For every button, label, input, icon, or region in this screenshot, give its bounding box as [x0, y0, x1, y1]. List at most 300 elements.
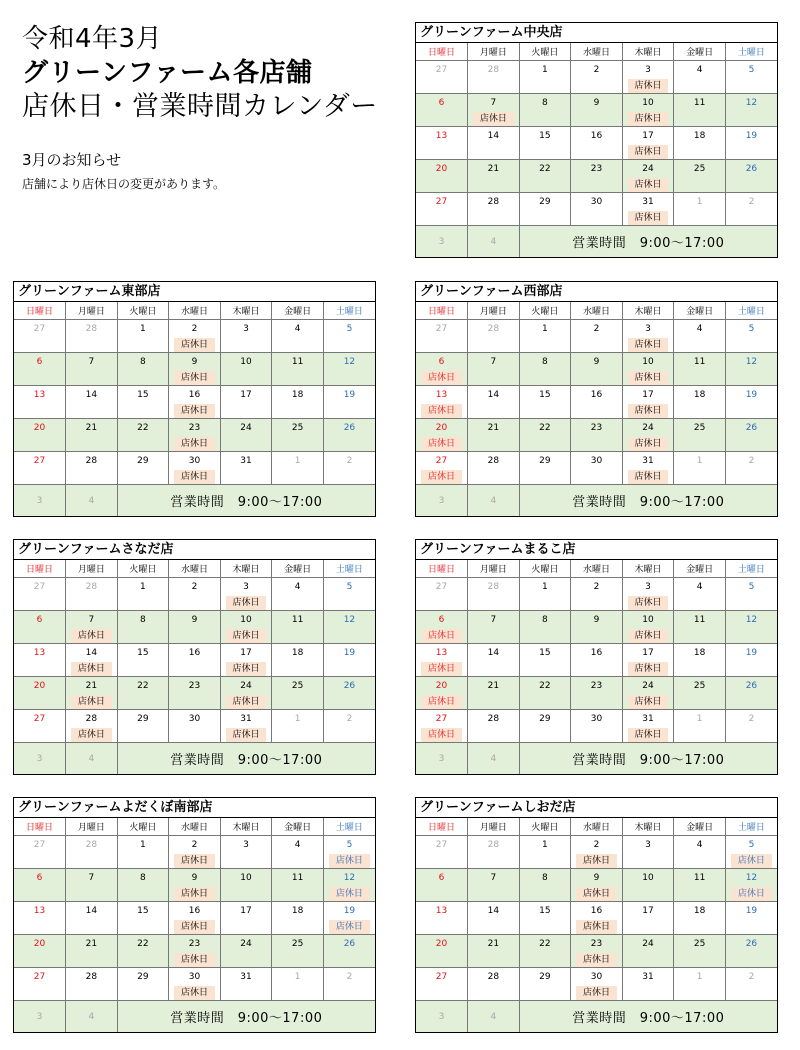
day-cell — [272, 320, 324, 353]
store-calendar — [13, 281, 376, 517]
day-number: 1 — [696, 456, 703, 466]
week-row — [416, 452, 777, 485]
store-name: グリーンファームまるこ店 — [416, 540, 777, 560]
day-number: 28 — [487, 714, 500, 724]
day-number: 25 — [693, 939, 706, 949]
day-number: 31 — [642, 456, 654, 466]
notice-heading: 3月のお知らせ — [22, 151, 122, 169]
weekday-header: 土曜日 — [725, 43, 777, 61]
day-cell — [14, 836, 66, 869]
day-number: 9 — [191, 615, 198, 625]
day-cell — [674, 869, 726, 902]
day-cell — [220, 452, 272, 485]
day-cell — [622, 127, 674, 160]
day-number: 27 — [435, 65, 448, 75]
closed-day-badge: 店休日 — [628, 695, 669, 709]
notice-body: 店舗により店休日の変更があります。 — [22, 177, 226, 191]
closed-day-badge: 店休日 — [628, 596, 669, 610]
notice-block — [22, 150, 225, 192]
closed-day-badge: 店休日 — [174, 920, 215, 934]
week-row — [416, 127, 777, 160]
day-cell — [519, 320, 571, 353]
calendar-grid — [416, 818, 777, 1032]
day-number: 30 — [590, 972, 603, 982]
day-cell — [416, 677, 468, 710]
day-cell — [323, 644, 375, 677]
day-cell — [725, 94, 777, 127]
day-number: 16 — [188, 648, 201, 658]
day-number: 15 — [539, 131, 551, 141]
weekday-header: 日曜日 — [416, 818, 468, 836]
closed-day-badge: 店休日 — [421, 470, 462, 484]
day-number: 3 — [243, 324, 249, 334]
day-cell — [272, 677, 324, 710]
day-number: 6 — [36, 873, 43, 883]
day-cell — [416, 578, 468, 611]
day-number: 22 — [137, 939, 149, 949]
store-calendar — [415, 281, 778, 517]
day-cell — [571, 902, 623, 935]
day-cell — [416, 1001, 468, 1033]
day-cell — [674, 935, 726, 968]
day-cell — [622, 160, 674, 193]
weekday-header: 土曜日 — [725, 302, 777, 320]
day-cell — [622, 869, 674, 902]
day-cell — [468, 127, 520, 160]
day-cell — [725, 902, 777, 935]
day-number: 5 — [748, 65, 755, 75]
day-cell — [272, 902, 324, 935]
day-cell — [220, 836, 272, 869]
day-cell — [220, 419, 272, 452]
week-row — [14, 353, 375, 386]
day-number: 28 — [85, 324, 98, 334]
weekday-header: 木曜日 — [220, 818, 272, 836]
day-number: 1 — [696, 197, 703, 207]
day-cell — [272, 386, 324, 419]
day-number: 8 — [542, 615, 548, 625]
day-cell — [66, 1001, 118, 1033]
day-number: 9 — [593, 357, 600, 367]
closed-day-badge: 店休日 — [421, 728, 462, 742]
day-cell — [725, 419, 777, 452]
day-cell — [571, 611, 623, 644]
day-cell — [220, 935, 272, 968]
week-row — [14, 836, 375, 869]
day-cell — [519, 902, 571, 935]
day-cell — [674, 452, 726, 485]
day-number: 23 — [590, 423, 603, 433]
day-cell — [519, 94, 571, 127]
day-number: 22 — [539, 939, 551, 949]
day-number: 27 — [435, 324, 448, 334]
day-number: 9 — [191, 357, 198, 367]
day-number: 27 — [33, 840, 46, 850]
closed-day-badge: 店休日 — [628, 728, 669, 742]
day-number: 29 — [539, 972, 551, 982]
weekday-header: 火曜日 — [519, 560, 571, 578]
day-number: 17 — [240, 648, 252, 658]
day-number: 2 — [593, 840, 600, 850]
day-number: 29 — [539, 714, 551, 724]
day-cell — [468, 902, 520, 935]
day-number: 5 — [748, 582, 755, 592]
day-cell — [725, 452, 777, 485]
day-number: 13 — [435, 131, 448, 141]
week-row — [416, 94, 777, 127]
day-cell — [14, 935, 66, 968]
day-cell — [519, 968, 571, 1001]
day-number: 9 — [593, 98, 600, 108]
day-number: 2 — [191, 324, 198, 334]
day-number: 10 — [240, 615, 252, 625]
day-number: 26 — [343, 939, 356, 949]
day-cell — [272, 353, 324, 386]
day-cell — [416, 611, 468, 644]
day-number: 11 — [291, 615, 304, 625]
day-cell — [323, 935, 375, 968]
day-cell — [117, 320, 169, 353]
store-calendar — [415, 539, 778, 775]
day-number: 1 — [140, 324, 146, 334]
day-number: 31 — [240, 714, 252, 724]
day-number: 2 — [593, 582, 600, 592]
day-cell — [416, 193, 468, 226]
day-cell — [674, 320, 726, 353]
closed-day-badge: 店休日 — [174, 887, 215, 901]
day-cell — [571, 452, 623, 485]
closed-day-badge: 店休日 — [576, 854, 617, 868]
day-cell — [416, 353, 468, 386]
day-number: 4 — [88, 495, 95, 506]
day-number: 27 — [435, 840, 448, 850]
title-company: グリーンファーム各店舗 — [22, 58, 313, 88]
day-number: 7 — [88, 615, 95, 625]
day-number: 3 — [438, 1011, 445, 1022]
day-cell — [117, 578, 169, 611]
day-cell — [272, 710, 324, 743]
day-cell — [468, 419, 520, 452]
day-cell — [220, 353, 272, 386]
day-cell — [468, 677, 520, 710]
day-cell — [66, 320, 118, 353]
store-name: グリーンファームしおだ店 — [416, 798, 777, 818]
day-number: 6 — [438, 873, 445, 883]
day-number: 17 — [642, 131, 654, 141]
week-row — [416, 836, 777, 869]
day-number: 23 — [590, 939, 603, 949]
day-number: 26 — [745, 939, 758, 949]
weekday-header: 金曜日 — [674, 560, 726, 578]
weekday-header: 土曜日 — [725, 560, 777, 578]
day-number: 26 — [343, 681, 356, 691]
day-cell — [169, 452, 221, 485]
day-cell — [622, 94, 674, 127]
day-number: 3 — [36, 753, 43, 764]
day-cell — [117, 452, 169, 485]
day-number: 18 — [291, 648, 304, 658]
day-cell — [674, 611, 726, 644]
day-cell — [169, 353, 221, 386]
closed-day-badge: 店休日 — [174, 338, 215, 352]
day-number: 7 — [490, 98, 497, 108]
day-number: 4 — [696, 840, 703, 850]
day-cell — [14, 386, 66, 419]
day-number: 21 — [487, 164, 500, 174]
weekday-header: 月曜日 — [468, 818, 520, 836]
day-number: 10 — [642, 873, 654, 883]
day-number: 4 — [294, 324, 301, 334]
day-number: 28 — [85, 714, 98, 724]
day-cell — [725, 386, 777, 419]
day-number: 23 — [188, 939, 201, 949]
day-cell — [725, 353, 777, 386]
day-cell — [220, 968, 272, 1001]
day-cell — [169, 677, 221, 710]
day-number: 28 — [487, 65, 500, 75]
title-block — [22, 22, 378, 124]
day-number: 7 — [490, 357, 497, 367]
day-cell — [674, 419, 726, 452]
weekday-header: 日曜日 — [416, 560, 468, 578]
store-calendar — [415, 797, 778, 1033]
closed-day-badge: 店休日 — [576, 920, 617, 934]
weekday-header: 月曜日 — [66, 818, 118, 836]
day-number: 2 — [748, 197, 755, 207]
day-cell — [571, 968, 623, 1001]
business-hours — [117, 1001, 375, 1033]
day-cell — [169, 902, 221, 935]
day-number: 10 — [240, 357, 252, 367]
day-number: 3 — [243, 582, 249, 592]
day-number: 4 — [696, 324, 703, 334]
day-number: 19 — [343, 648, 356, 658]
day-cell — [323, 578, 375, 611]
day-number: 20 — [435, 164, 448, 174]
day-cell — [622, 320, 674, 353]
day-cell — [468, 1001, 520, 1033]
day-cell — [323, 968, 375, 1001]
calendar-grid — [14, 818, 375, 1032]
day-cell — [66, 869, 118, 902]
day-cell — [622, 902, 674, 935]
day-cell — [220, 578, 272, 611]
day-number: 8 — [542, 873, 548, 883]
day-cell — [571, 644, 623, 677]
day-cell — [272, 419, 324, 452]
day-number: 16 — [188, 906, 201, 916]
week-row — [14, 902, 375, 935]
calendar-grid — [416, 560, 777, 774]
day-number: 10 — [240, 873, 252, 883]
day-number: 21 — [85, 939, 98, 949]
day-number: 24 — [240, 681, 252, 691]
day-number: 2 — [346, 972, 353, 982]
day-number: 6 — [36, 615, 43, 625]
day-number: 1 — [696, 972, 703, 982]
day-cell — [117, 935, 169, 968]
weekday-header: 日曜日 — [14, 560, 66, 578]
day-cell — [66, 419, 118, 452]
day-number: 4 — [490, 236, 497, 247]
day-cell — [674, 61, 726, 94]
day-number: 27 — [33, 714, 46, 724]
day-number: 24 — [240, 423, 252, 433]
day-cell — [725, 578, 777, 611]
day-cell — [272, 611, 324, 644]
business-hours-text: 営業時間 9:00〜17:00 — [572, 753, 725, 768]
week-row — [14, 968, 375, 1001]
weekday-header: 月曜日 — [66, 302, 118, 320]
day-cell — [169, 869, 221, 902]
day-number: 15 — [137, 648, 149, 658]
day-cell — [117, 968, 169, 1001]
day-cell — [571, 869, 623, 902]
day-number: 30 — [590, 714, 603, 724]
day-number: 2 — [748, 714, 755, 724]
day-cell — [66, 935, 118, 968]
calendar-grid — [14, 302, 375, 516]
day-cell — [674, 127, 726, 160]
day-cell — [468, 578, 520, 611]
day-number: 6 — [438, 98, 445, 108]
store-calendar — [13, 797, 376, 1033]
day-number: 15 — [137, 390, 149, 400]
day-number: 7 — [490, 615, 497, 625]
day-cell — [14, 353, 66, 386]
day-cell — [169, 320, 221, 353]
closed-day-badge: 店休日 — [421, 437, 462, 451]
day-cell — [571, 353, 623, 386]
day-number: 8 — [140, 873, 146, 883]
day-cell — [272, 578, 324, 611]
closed-day-badge: 店休日 — [71, 629, 112, 643]
day-number: 19 — [343, 906, 356, 916]
weekday-header: 木曜日 — [622, 302, 674, 320]
day-cell — [169, 611, 221, 644]
day-number: 17 — [240, 390, 252, 400]
day-cell — [323, 902, 375, 935]
business-hours-text: 営業時間 9:00〜17:00 — [572, 1011, 725, 1026]
day-number: 12 — [343, 357, 356, 367]
day-number: 27 — [435, 456, 448, 466]
day-cell — [323, 419, 375, 452]
day-number: 26 — [745, 681, 758, 691]
weekday-header: 月曜日 — [468, 560, 520, 578]
closed-day-badge: 店休日 — [226, 629, 267, 643]
day-cell — [169, 578, 221, 611]
day-cell — [468, 61, 520, 94]
day-cell — [468, 743, 520, 775]
day-cell — [725, 160, 777, 193]
day-number: 23 — [188, 423, 201, 433]
weekday-header: 土曜日 — [323, 302, 375, 320]
weekday-header: 水曜日 — [571, 818, 623, 836]
day-cell — [468, 94, 520, 127]
day-number: 1 — [696, 714, 703, 724]
day-number: 20 — [33, 423, 46, 433]
store-name: グリーンファームさなだ店 — [14, 540, 375, 560]
day-cell — [519, 869, 571, 902]
day-number: 2 — [346, 714, 353, 724]
week-row — [416, 935, 777, 968]
day-number: 26 — [745, 164, 758, 174]
store-calendar — [415, 22, 778, 258]
business-hours-text: 営業時間 9:00〜17:00 — [170, 1011, 323, 1026]
day-cell — [66, 485, 118, 517]
calendar-grid — [416, 43, 777, 257]
week-row — [416, 611, 777, 644]
day-cell — [323, 710, 375, 743]
day-cell — [14, 710, 66, 743]
day-cell — [674, 836, 726, 869]
day-cell — [14, 320, 66, 353]
day-number: 31 — [642, 972, 654, 982]
day-number: 14 — [85, 906, 98, 916]
closed-day-badge: 店休日 — [329, 920, 370, 934]
day-number: 30 — [590, 456, 603, 466]
day-number: 26 — [745, 423, 758, 433]
day-cell — [416, 160, 468, 193]
hours-row — [416, 1001, 777, 1033]
day-cell — [674, 578, 726, 611]
day-cell — [66, 578, 118, 611]
day-number: 4 — [294, 840, 301, 850]
business-hours — [117, 743, 375, 775]
day-cell — [14, 419, 66, 452]
day-cell — [622, 710, 674, 743]
day-number: 13 — [33, 906, 46, 916]
week-row — [416, 353, 777, 386]
day-number: 5 — [346, 582, 353, 592]
day-cell — [416, 968, 468, 1001]
day-number: 16 — [188, 390, 201, 400]
weekday-header: 金曜日 — [272, 560, 324, 578]
day-number: 24 — [642, 681, 654, 691]
day-cell — [468, 160, 520, 193]
store-name: グリーンファーム中央店 — [416, 23, 777, 43]
day-number: 4 — [696, 582, 703, 592]
day-cell — [622, 452, 674, 485]
closed-day-badge: 店休日 — [329, 887, 370, 901]
closed-day-badge: 店休日 — [226, 695, 267, 709]
day-number: 1 — [294, 456, 301, 466]
day-cell — [323, 836, 375, 869]
day-cell — [674, 353, 726, 386]
day-number: 27 — [435, 714, 448, 724]
day-cell — [519, 644, 571, 677]
business-hours — [519, 226, 777, 258]
day-cell — [674, 386, 726, 419]
closed-day-badge: 店休日 — [628, 470, 669, 484]
day-number: 26 — [343, 423, 356, 433]
day-cell — [725, 611, 777, 644]
day-number: 19 — [745, 648, 758, 658]
day-number: 3 — [645, 840, 651, 850]
closed-day-badge: 店休日 — [71, 662, 112, 676]
week-row — [14, 386, 375, 419]
business-hours — [117, 485, 375, 517]
weekday-header: 火曜日 — [117, 818, 169, 836]
weekday-header: 日曜日 — [14, 818, 66, 836]
day-number: 5 — [748, 840, 755, 850]
store-calendar — [13, 539, 376, 775]
day-cell — [674, 902, 726, 935]
day-number: 8 — [140, 357, 146, 367]
week-row — [416, 578, 777, 611]
day-cell — [571, 836, 623, 869]
day-number: 27 — [435, 197, 448, 207]
